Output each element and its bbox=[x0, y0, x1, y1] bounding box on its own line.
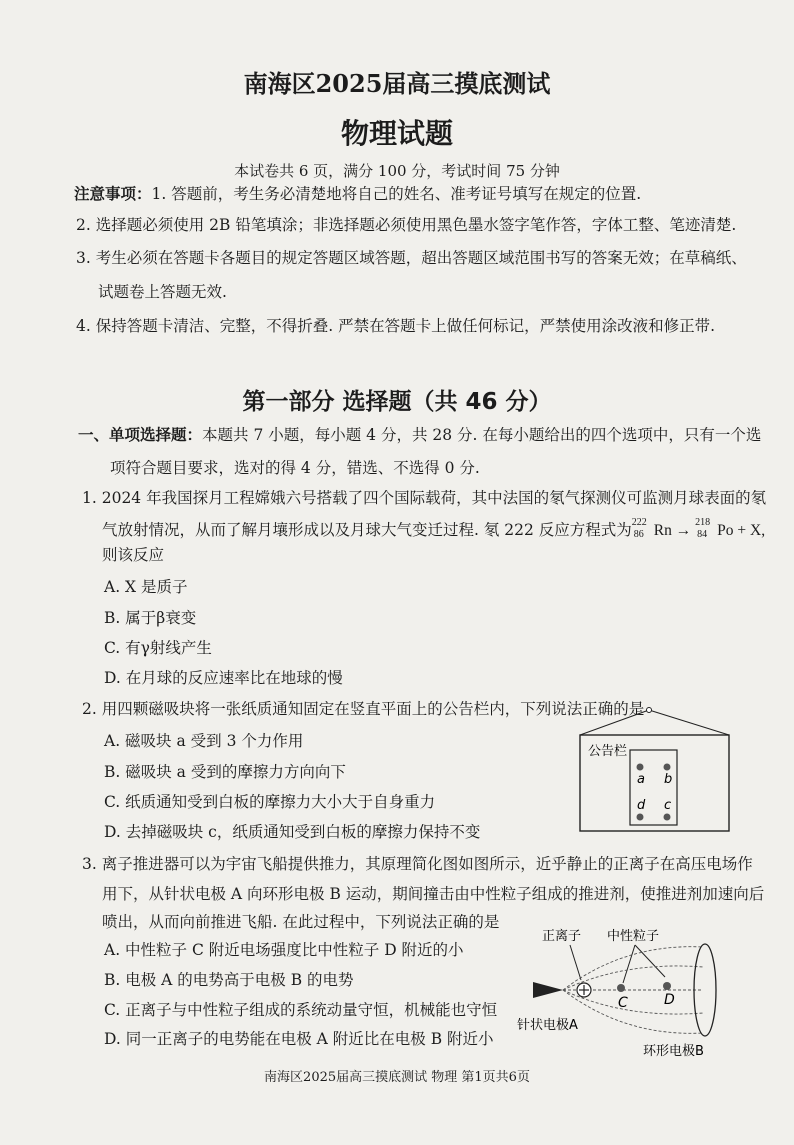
label-c: C bbox=[618, 995, 628, 1011]
exam-info: 本试卷共 6 页，满分 100 分，考试时间 75 分钟 bbox=[234, 162, 560, 180]
arrow: → bbox=[671, 522, 696, 539]
label-a: a bbox=[637, 772, 645, 787]
q2-option-d: D. 去掉磁吸块 c，纸质通知受到白板的摩擦力保持不变 bbox=[104, 823, 481, 841]
ring-electrode-label: 环形电极B bbox=[643, 1044, 704, 1059]
neutral-pointer-d bbox=[635, 945, 665, 977]
notice-line-1 bbox=[74, 184, 641, 204]
ion-pointer bbox=[570, 945, 581, 980]
q1-option-b: B. 属于β衰变 bbox=[104, 609, 197, 627]
label-c: c bbox=[664, 798, 672, 813]
neutral-particle-label: 中性粒子 bbox=[607, 929, 660, 944]
magnet-d bbox=[637, 814, 644, 821]
q2-option-c: C. 纸质通知受到白板的摩擦力大小大于自身重力 bbox=[104, 793, 436, 811]
magnet-a bbox=[637, 764, 644, 771]
q2-stem: 2. 用四颗磁吸块将一张纸质通知固定在竖直平面上的公告栏内，下列说法正确的是 bbox=[82, 700, 645, 718]
board-label: 公告栏 bbox=[588, 744, 628, 759]
subject-title: 物理试题 bbox=[340, 117, 453, 150]
q1-line-3: 则该反应 bbox=[102, 546, 165, 564]
po-z: 84 bbox=[697, 529, 708, 540]
page-footer: 南海区2025届高三摸底测试 物理 第1页共6页 bbox=[264, 1070, 530, 1085]
notice-item-3b: 试题卷上答题无效. bbox=[98, 283, 227, 301]
po-nuclide bbox=[695, 517, 717, 540]
section-text-a: 本题共 7 小题，每小题 4 分，共 28 分. 在每小题给出的四个选项中，只有一个选 bbox=[202, 426, 762, 444]
q1-option-c: C. 有γ射线产生 bbox=[104, 639, 212, 657]
q1-line-2-text: 气放射情况，从而了解月壤形成以及月球大气变迁过程. 氡 222 反应方程式为 bbox=[102, 521, 632, 539]
po-mass: 218 bbox=[695, 517, 711, 528]
notice-label: 注意事项： bbox=[74, 184, 152, 203]
rn-z: 86 bbox=[633, 529, 644, 540]
po-symbol: Po bbox=[717, 522, 734, 539]
needle-electrode-label: 针状电极A bbox=[517, 1018, 578, 1033]
notice-item-3a: 3. 考生必须在答题卡各题目的规定答题区域答题，超出答题区域范围书写的答案无效；在草稿纸、 bbox=[76, 249, 747, 267]
positive-ion-label: 正离子 bbox=[542, 929, 582, 944]
section-text-b: 项符合题目要求，选对的得 4 分，错选、不选得 0 分. bbox=[110, 459, 480, 477]
q3-line-2: 用下，从针状电极 A 向环形电极 B 运动，期间撞击由中性粒子组成的推进剂，使推进剂加速向后 bbox=[102, 885, 765, 903]
q3-option-b: B. 电极 A 的电势高于电极 B 的电势 bbox=[104, 971, 354, 989]
magnet-b bbox=[664, 764, 671, 771]
q3-line-1: 3. 离子推进器可以为宇宙飞船提供推力，其原理简化图如图所示，近乎静止的正离子在高压电场作 bbox=[82, 855, 753, 873]
ring-electrode bbox=[694, 944, 716, 1036]
notice-item-4: 4. 保持答题卡清洁、完整，不得折叠. 严禁在答题卡上做任何标记，严禁使用涂改液和修正带. bbox=[76, 317, 715, 335]
q1-line-1: 1. 2024 年我国探月工程嫦娥六号搭载了四个国际载荷，其中法国的氡气探测仪可监测月球表面的氡 bbox=[82, 489, 767, 507]
q3-option-d: D. 同一正离子的电势能在电极 A 附近比在电极 B 附近小 bbox=[104, 1030, 494, 1048]
label-d: D bbox=[664, 992, 675, 1008]
needle-electrode bbox=[533, 982, 563, 998]
neutral-pointer-c bbox=[623, 945, 635, 983]
ion-thruster-figure bbox=[515, 925, 750, 1065]
magnet-c bbox=[664, 814, 671, 821]
hanging-string-right bbox=[649, 710, 729, 735]
label-d: d bbox=[637, 798, 646, 813]
q3-line-3: 喷出，从而向前推进飞船. 在此过程中，下列说法正确的是 bbox=[102, 913, 500, 931]
notice-item-1: 1. 答题前，考生务必清楚地将自己的姓名、准考证号填写在规定的位置. bbox=[151, 185, 642, 203]
q2-option-a: A. 磁吸块 a 受到 3 个力作用 bbox=[104, 732, 304, 750]
section-label: 一、单项选择题： bbox=[78, 425, 203, 444]
q1-option-a: A. X 是质子 bbox=[104, 578, 188, 596]
q1-line-2 bbox=[102, 517, 766, 541]
q3-option-a: A. 中性粒子 C 附近电场强度比中性粒子 D 附近的小 bbox=[104, 941, 464, 959]
exam-title: 南海区2025届高三摸底测试 bbox=[243, 69, 551, 98]
q1-option-d: D. 在月球的反应速率比在地球的慢 bbox=[104, 669, 343, 687]
q2-option-b: B. 磁吸块 a 受到的摩擦力方向向下 bbox=[104, 763, 346, 781]
hanging-string-left bbox=[580, 710, 649, 735]
nail bbox=[647, 708, 652, 713]
particle-c bbox=[617, 984, 625, 992]
label-b: b bbox=[664, 772, 673, 787]
particle-d bbox=[663, 982, 671, 990]
part1-title: 第一部分 选择题（共 46 分） bbox=[242, 389, 552, 415]
rn-symbol: Rn bbox=[653, 522, 672, 539]
equation-tail: + X, bbox=[733, 522, 766, 539]
rn-nuclide bbox=[631, 517, 654, 540]
notice-item-2: 2. 选择题必须使用 2B 铅笔填涂；非选择题必须使用黑色墨水签字笔作答，字体工整、笔迹清楚. bbox=[76, 216, 737, 234]
q3-option-c: C. 正离子与中性粒子组成的系统动量守恒，机械能也守恒 bbox=[104, 1001, 498, 1019]
bulletin-board-figure bbox=[575, 705, 735, 835]
section-line-a bbox=[78, 425, 761, 445]
rn-mass: 222 bbox=[631, 517, 647, 528]
paper-notice bbox=[630, 750, 677, 825]
